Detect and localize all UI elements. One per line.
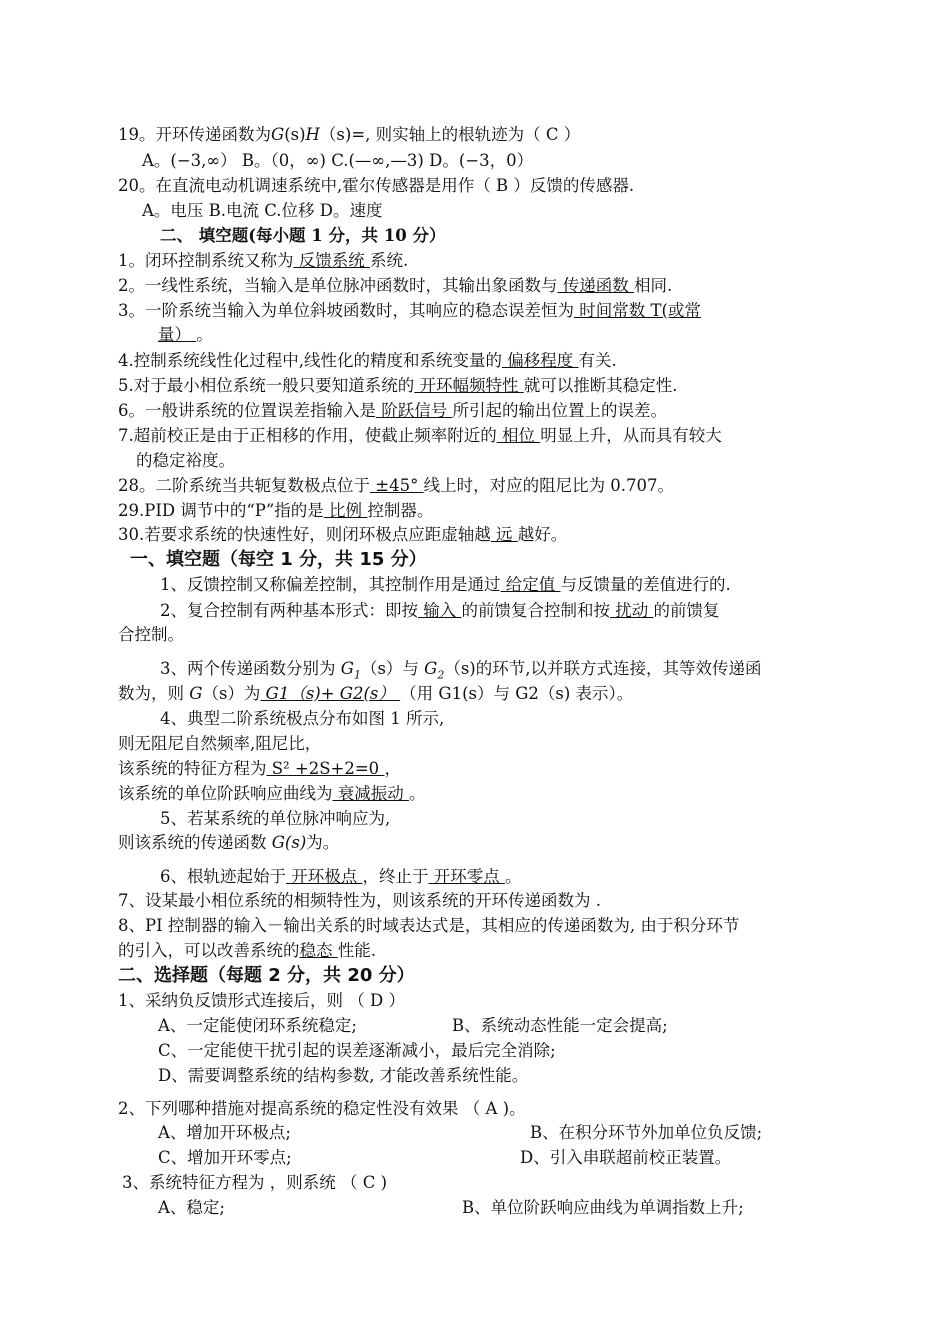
choice-option: A、一定能使闭环系统稳定;: [158, 1016, 357, 1035]
section-fill-title: 二、 填空题(每小题 1 分，共 10 分）: [160, 226, 446, 245]
q20-stem: 20。在直流电动机调速系统中,霍尔传感器是用作（ B ）反馈的传感器.: [118, 176, 635, 195]
fill-item: 5.对于最小相位系统一般只要知道系统的 开环幅频特性 就可以推断其稳定性.: [118, 376, 678, 395]
choice-option: D、引入串联超前校正装置。: [520, 1148, 732, 1167]
fill2-item: 8、PI 控制器的输入－输出关系的时域表达式是，其相应的传递函数为, 由于积分环节: [118, 916, 740, 935]
fill-item: 3。一阶系统当输入为单位斜坡函数时，其响应的稳态误差恒为 时间常数 T(或常: [118, 301, 701, 320]
fill-item: 7.超前校正是由于正相移的作用，使截止频率附近的 相位 明显上升，从而具有较大: [118, 426, 722, 445]
section-choice-title: 二、选择题（每题 2 分，共 20 分）: [118, 965, 415, 986]
q19-options: A。(−3,∞） B。（0，∞) C.(—∞,—3) D。(−3，0）: [142, 151, 534, 170]
choice-option: A、稳定;: [158, 1198, 225, 1217]
fill2-item: 5、若某系统的单位脉冲响应为,: [160, 809, 391, 828]
fill-item: 1。闭环控制系统又称为 反馈系统 系统.: [118, 251, 409, 270]
fill2-item: 4、典型二阶系统极点分布如图 1 所示,: [160, 709, 445, 728]
fill2-item-cont: 则该系统的传递函数 G(s)为。: [118, 833, 340, 852]
fill-item: 29.PID 调节中的“P”指的是 比例 控制器。: [118, 501, 434, 520]
choice-question: 3、系统特征方程为 ，则系统 （ C ): [122, 1173, 388, 1192]
choice-option: B、在积分环节外加单位负反馈;: [530, 1123, 763, 1142]
choice-option: C、增加开环零点;: [158, 1148, 292, 1167]
fill-item: 4.控制系统线性化过程中,线性化的精度和系统变量的 偏移程度 有关.: [118, 351, 617, 370]
fill2-item-cont: 数为，则 G（s）为 G1（s)+ G2(s） （用 G1(s）与 G2（s) 表示）。: [118, 684, 634, 703]
fill2-item: 1、反馈控制又称偏差控制，其控制作用是通过 给定值 与反馈量的差值进行的.: [160, 575, 731, 594]
choice-option: C、一定能使干扰引起的误差逐渐减小，最后完全消除;: [158, 1041, 556, 1060]
fill2-item: 2、复合控制有两种基本形式：即按 输入 的前馈复合控制和按 扰动 的前馈复: [160, 601, 720, 620]
fill-item-cont: 量） 。: [158, 325, 213, 344]
fill-item: 2。一线性系统，当输入是单位脉冲函数时，其输出象函数与 传递函数 相同.: [118, 276, 673, 295]
fill2-item: 7、设某最小相位系统的相频特性为，则该系统的开环传递函数为 .: [118, 891, 601, 910]
fill-item-cont: 的稳定裕度。: [136, 451, 235, 470]
choice-question: 2、下列哪种措施对提高系统的稳定性没有效果 （ A )。: [118, 1099, 526, 1118]
fill2-item-cont: 该系统的单位阶跃响应曲线为 衰减振动 。: [118, 784, 426, 803]
choice-option: D、需要调整系统的结构参数, 才能改善系统性能。: [158, 1066, 529, 1085]
q20-options: A。电压 B.电流 C.位移 D。速度: [142, 201, 383, 220]
fill2-item: 6、根轨迹起始于 开环极点 ，终止于 开环零点 。: [160, 867, 522, 886]
choice-option: A、增加开环极点;: [158, 1123, 291, 1142]
choice-option: B、单位阶跃响应曲线为单调指数上升;: [462, 1198, 744, 1217]
fill2-item-cont: 合控制。: [118, 625, 184, 644]
section-fill2-title: 一、填空题（每空 1 分，共 15 分）: [130, 549, 427, 570]
fill2-item-cont: 则无阻尼自然频率,阻尼比，: [118, 734, 322, 753]
fill2-item-cont: 该系统的特征方程为 S² +2S+2=0 ，: [118, 759, 401, 778]
choice-option: B、系统动态性能一定会提高;: [452, 1016, 668, 1035]
q19-stem: 19。开环传递函数为G(s)H（s)=, 则实轴上的根轨迹为（ C ）: [118, 125, 581, 144]
fill-item: 30.若要求系统的快速性好，则闭环极点应距虚轴越 远 越好。: [118, 525, 568, 544]
choice-question: 1、采纳负反馈形式连接后，则 （ D ）: [118, 991, 405, 1010]
fill2-item-cont: 的引入，可以改善系统的稳态 性能.: [118, 941, 376, 960]
fill-item: 28。二阶系统当共轭复数极点位于 ±45° 线上时，对应的阻尼比为 0.707。: [118, 476, 675, 495]
fill-item: 6。一般讲系统的位置误差指输入是 阶跃信号 所引起的输出位置上的误差。: [118, 401, 667, 420]
fill2-item: 3、两个传递函数分别为 $G_1(s)$与 $G_2(s)$的环节,以并联方式连接，其等效传递函: [160, 659, 762, 682]
